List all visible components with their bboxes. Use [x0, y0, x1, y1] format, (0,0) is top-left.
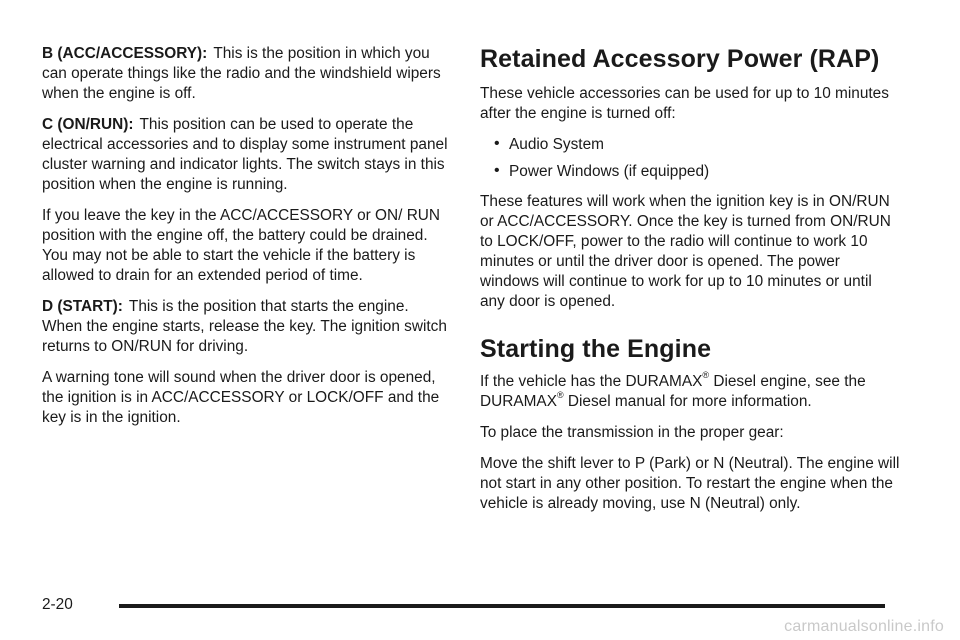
list-item [480, 135, 900, 155]
ignition-position-d [42, 297, 448, 357]
bullet-icon: • [494, 135, 500, 152]
duramax-text-3: Diesel manual for more information. [567, 393, 812, 410]
page-number: 2-20 [42, 596, 73, 613]
position-d-text: This is the position that starts the engine. When the engine starts, release the key. The ignition switch returns to ON/RUN for driving. [42, 298, 447, 355]
position-c-term: C (ON/RUN): [42, 116, 134, 133]
registered-mark: ® [702, 369, 710, 380]
rap-intro: These vehicle accessories can be used for up to 10 minutes after the engine is turned off: [480, 85, 889, 122]
right-column [480, 44, 900, 525]
position-b-text: This is the position in which you can operate things like the radio and the windshield wipers when the engine is off. [42, 45, 441, 102]
registered-mark: ® [556, 389, 564, 400]
list-item-label: Audio System [509, 136, 604, 153]
ignition-position-b [42, 44, 448, 104]
position-b-term: B (ACC/ACCESSORY): [42, 45, 208, 62]
starting-engine-heading: Starting the Engine [480, 335, 712, 363]
position-d-term: D (START): [42, 298, 123, 315]
duramax-paragraph [480, 369, 900, 412]
duramax-text-2: Diesel engine, see the DURAMAX [480, 373, 866, 410]
rap-accessory-list [480, 135, 900, 182]
warning-tone-paragraph: A warning tone will sound when the driver door is opened, the ignition is in ACC/ACCESSORY or LOCK/OFF and the key is in the ignition. [42, 369, 440, 426]
list-item-label: Power Windows (if equipped) [509, 163, 710, 180]
rap-details: These features will work when the ignition key is in ON/RUN or ACC/ACCESSORY. Once the key is turned from ON/RUN to LOCK/OFF, power to the radio will continue to work 10 minutes or until the driver door is opened. The power windows will continue to work for up to 10 minutes or until any door is opened. [480, 193, 891, 310]
list-item [480, 162, 900, 182]
rap-heading: Retained Accessory Power (RAP) [480, 45, 880, 73]
bullet-icon: • [494, 162, 500, 179]
transmission-intro: To place the transmission in the proper gear: [480, 424, 784, 441]
duramax-text-1: If the vehicle has the DURAMAX [480, 373, 703, 390]
position-c-text: This position can be used to operate the electrical accessories and to display some instrument panel cluster warning and indicator lights. The switch stays in this position when the engine is running. [42, 116, 448, 193]
watermark-text: carmanualsonline.info [784, 618, 944, 635]
left-column [42, 44, 448, 439]
ignition-position-c [42, 115, 448, 195]
shift-lever-instructions: Move the shift lever to P (Park) or N (Neutral). The engine will not start in any other position. To restart the engine when the vehicle is already moving, use N (Neutral) only. [480, 455, 900, 512]
footer-rule [119, 604, 885, 608]
key-left-warning: If you leave the key in the ACC/ACCESSORY or ON/ RUN position with the engine off, the battery could be drained. You may not be able to start the vehicle if the battery is allowed to drain for an extended period of time. [42, 207, 441, 284]
